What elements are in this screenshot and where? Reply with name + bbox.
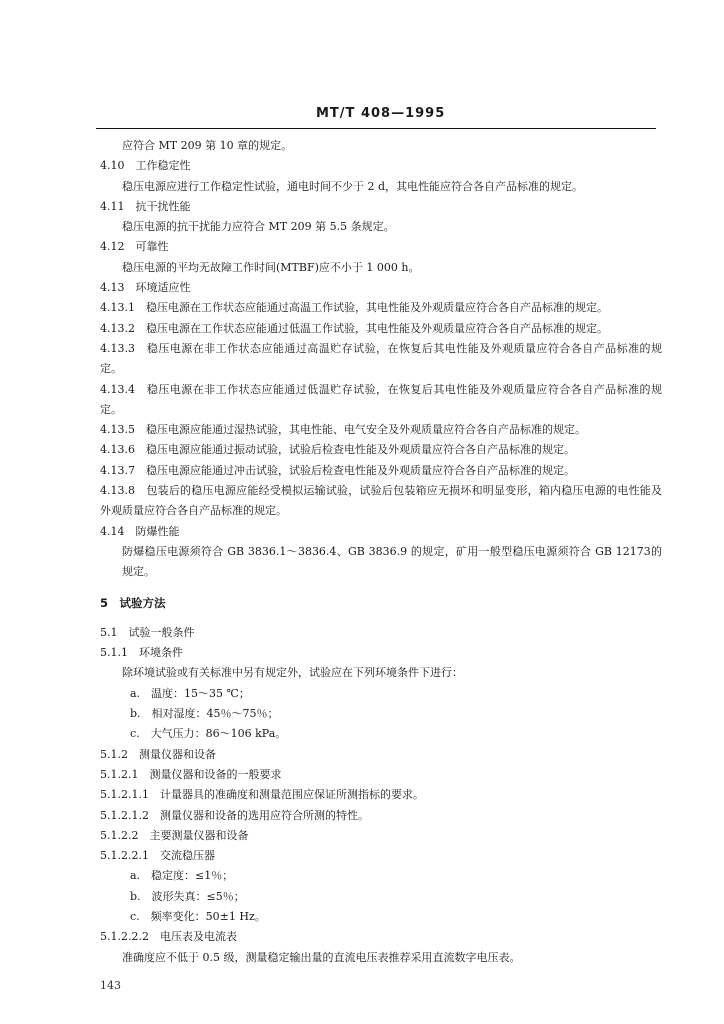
clause-text: 4.13.7 稳压电源应能通过冲击试验，试验后检查电性能及外观质量应符合各自产品标准的规定。 (100, 463, 575, 477)
clause-text: 5.1.2.1.1 计量器具的准确度和测量范围应保证所测指标的要求。 (100, 788, 424, 802)
clause-heading: 5.1 试验一般条件 (100, 625, 195, 639)
paragraph: 应符合 MT 209 第 10 章的规定。 (122, 139, 293, 152)
document-body (100, 136, 662, 968)
header-rule (96, 128, 656, 129)
clause-heading: 4.10 工作稳定性 (100, 159, 191, 173)
clause-text: 4.13.1 稳压电源在工作状态应能通过高温工作试验，其电性能及外观质量应符合各自产品标准的规定。 (100, 301, 608, 315)
page-number: 143 (100, 979, 121, 992)
clause-heading: 5.1.2 测量仪器和设备 (100, 747, 216, 761)
list-item: b. 相对湿度：45％～75％； (130, 707, 279, 721)
clause-heading: 5.1.2.2.2 电压表及电流表 (100, 930, 237, 944)
paragraph: 稳压电源的抗干扰能力应符合 MT 209 第 5.5 条规定。 (122, 220, 395, 234)
clause-text: 5.1.2.1.2 测量仪器和设备的选用应符合所测的特性。 (100, 808, 369, 822)
paragraph: 稳压电源应进行工作稳定性试验，通电时间不少于 2 d，其电性能应符合各自产品标准的规定。 (122, 179, 584, 193)
clause-heading: 4.12 可靠性 (100, 240, 169, 254)
clause-heading: 4.14 防爆性能 (100, 524, 180, 538)
paragraph: 稳压电源的平均无故障工作时间(MTBF)应不小于 1 000 h。 (122, 260, 420, 274)
list-item: c. 大气压力：86～106 kPa。 (130, 727, 287, 741)
clause-text: 4.13.8 包装后的稳压电源应能经受模拟运输试验，试验后包装箱应无损坏和明显变形，箱内稳压电源的电性能及外观质量应符合各自产品标准的规定。 (100, 484, 662, 518)
list-item: a. 温度：15～35 ℃； (130, 686, 250, 700)
clause-text: 4.13.3 稳压电源在非工作状态应能通过高温贮存试验，在恢复后其电性能及外观质量应符合各自产品标准的规定。 (100, 341, 662, 376)
section-title: 5 试验方法 (100, 595, 166, 610)
list-item: b. 波形失真：≤5％； (130, 889, 245, 903)
standard-code: MT/T 408—1995 (316, 106, 446, 121)
clause-text: 4.13.2 稳压电源在工作状态应能通过低温工作试验，其电性能及外观质量应符合各自产品标准的规定。 (100, 321, 608, 335)
clause-heading: 5.1.1 环境条件 (100, 646, 183, 660)
paragraph: 除环境试验或有关标准中另有规定外，试验应在下列环境条件下进行： (122, 666, 463, 680)
clause-heading: 5.1.2.2 主要测量仪器和设备 (100, 828, 249, 842)
clause-heading: 4.11 抗干扰性能 (100, 199, 191, 213)
clause-text: 4.13.4 稳压电源在非工作状态应能通过低温贮存试验，在恢复后其电性能及外观质量应符合各自产品标准的规定。 (100, 382, 662, 416)
paragraph: 防爆稳压电源须符合 GB 3836.1～3836.4、GB 3836.9 的规定，矿用一般型稳压电源须符合 GB 12173的规定。 (122, 544, 662, 579)
clause-heading: 5.1.2.1 测量仪器和设备的一般要求 (100, 767, 282, 781)
clause-text: 4.13.5 稳压电源应能通过湿热试验，其电性能、电气安全及外观质量应符合各自产品标准的规定。 (100, 423, 586, 437)
paragraph: 准确度应不低于 0.5 级，测量稳定输出量的直流电压表推荐采用直流数字电压表。 (122, 950, 521, 964)
list-item: a. 稳定度：≤1％； (130, 869, 234, 883)
clause-heading: 5.1.2.2.1 交流稳压器 (100, 849, 215, 863)
list-item: c. 频率变化：50±1 Hz。 (130, 909, 266, 923)
clause-text: 4.13.6 稳压电源应能通过振动试验，试验后检查电性能及外观质量应符合各自产品标准的规定。 (100, 443, 575, 457)
clause-heading: 4.13 环境适应性 (100, 281, 191, 295)
